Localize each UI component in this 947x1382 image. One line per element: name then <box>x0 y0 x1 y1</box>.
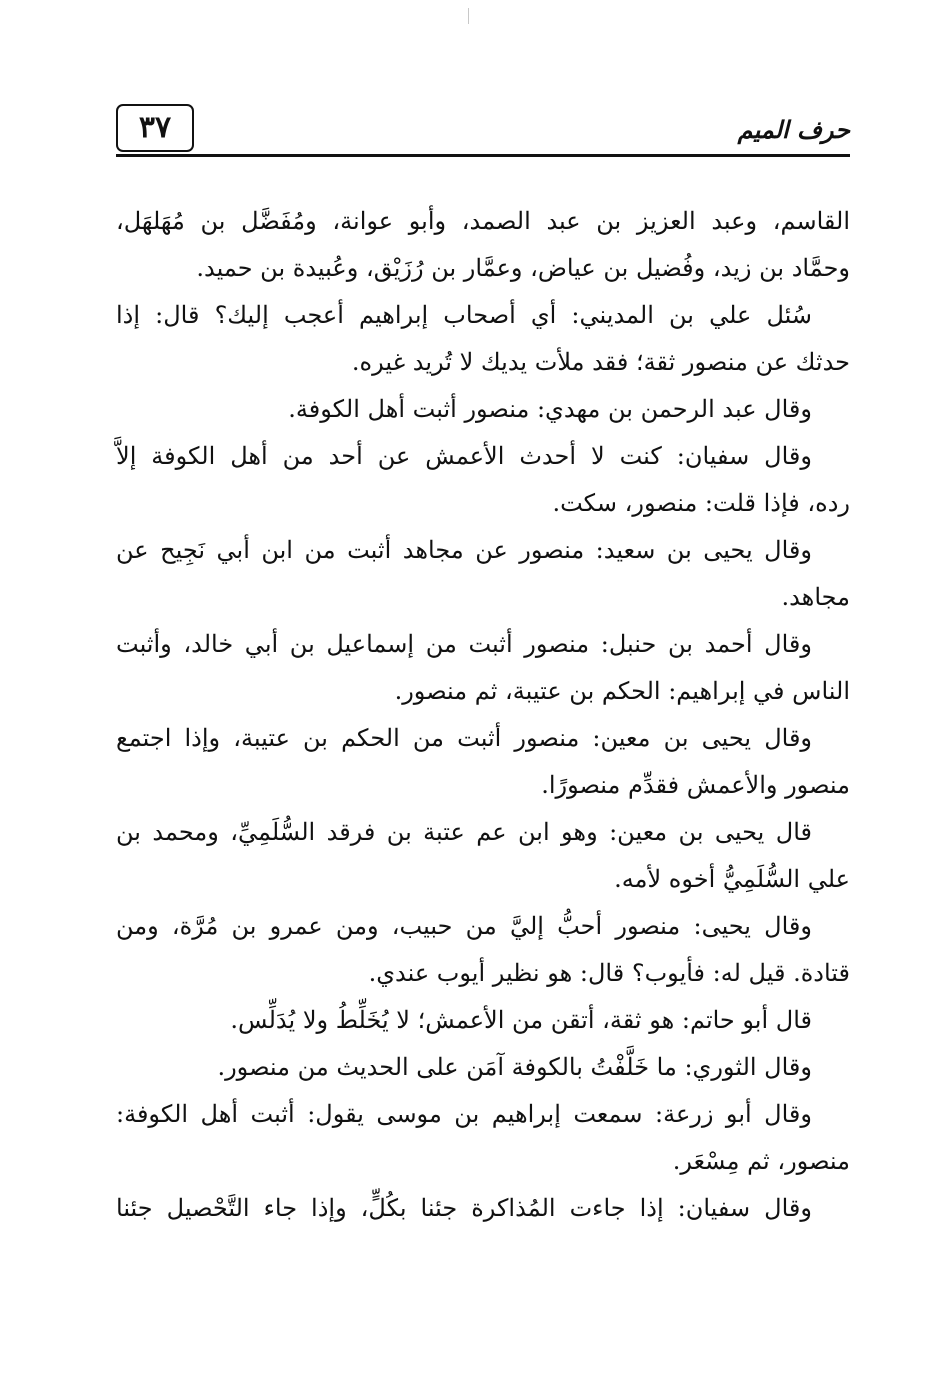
text-line: وقال يحيى بن معين: منصور أثبت من الحكم بن عتيبة، وإذا اجتمع <box>116 724 813 752</box>
scan-mark <box>468 8 469 24</box>
text-line: قال أبو حاتم: هو ثقة، أتقن من الأعمش؛ لا يُخَلِّطُ ولا يُدَلِّس. <box>230 1006 812 1034</box>
text-line: حدثك عن منصور ثقة؛ فقد ملأت يديك لا تُريد غيره. <box>351 348 850 376</box>
text-line: وقال يحيى: منصور أحبُّ إليَّ من حبيب، ومن عمرو بن مُرَّة، ومن <box>116 912 812 940</box>
text-line: وقال يحيى بن سعيد: منصور عن مجاهد أثبت من ابن أبي نَجِيح عن <box>116 536 812 564</box>
text-line: وقال الثوري: ما خَلَّفْتُ بالكوفة آمَن على الحديث من منصور. <box>217 1053 812 1081</box>
page-header <box>116 104 850 160</box>
text-line: الناس في إبراهيم: الحكم بن عتيبة، ثم منصور. <box>394 677 850 705</box>
page-number: ٣٧ <box>116 104 194 152</box>
text-line: مجاهد. <box>781 583 850 611</box>
text-line: وقال سفيان: إذا جاءت المُذاكرة جئنا بكُلٍّ، وإذا جاء التَّحْصيل جئنا <box>116 1194 812 1222</box>
text-line: وحمَّاد بن زيد، وفُضيل بن عياض، وعمَّار بن رُزَيْق، وعُبيدة بن حميد. <box>196 254 850 282</box>
text-line: وقال أبو زرعة: سمعت إبراهيم بن موسى يقول: أثبت أهل الكوفة: <box>116 1100 812 1128</box>
text-line: قال يحيى بن معين: وهو ابن عم عتبة بن فرقد السُّلَمِيِّ، ومحمد بن <box>116 818 812 846</box>
text-line: وقال عبد الرحمن بن مهدي: منصور أثبت أهل الكوفة. <box>288 395 812 423</box>
text-line: القاسم، وعبد العزيز بن عبد الصمد، وأبو عوانة، ومُفَضَّل بن مُهَلهَل، <box>116 207 850 235</box>
header-rule <box>116 154 850 157</box>
text-line: سُئل علي بن المديني: أي أصحاب إبراهيم أعجب إليك؟ قال: إذا <box>116 301 812 329</box>
text-line: قتادة. قيل له: فأيوب؟ قال: هو نظير أيوب عندي. <box>368 959 850 987</box>
text-line: علي السُّلَمِيُّ أخوه لأمه. <box>614 865 850 893</box>
text-line: رده، فإذا قلت: منصور، سكت. <box>552 489 850 517</box>
body-text <box>116 198 850 1232</box>
text-line: وقال سفيان: كنت لا أحدث الأعمش عن أحد من أهل الكوفة إلاَّ <box>116 442 812 470</box>
text-line: منصور والأعمش فقدِّم منصورًا. <box>541 771 850 799</box>
text-line: منصور، ثم مِسْعَر. <box>672 1147 850 1175</box>
chapter-title: حرف الميم <box>737 115 850 144</box>
text-line: وقال أحمد بن حنبل: منصور أثبت من إسماعيل بن أبي خالد، وأثبت <box>116 630 812 658</box>
